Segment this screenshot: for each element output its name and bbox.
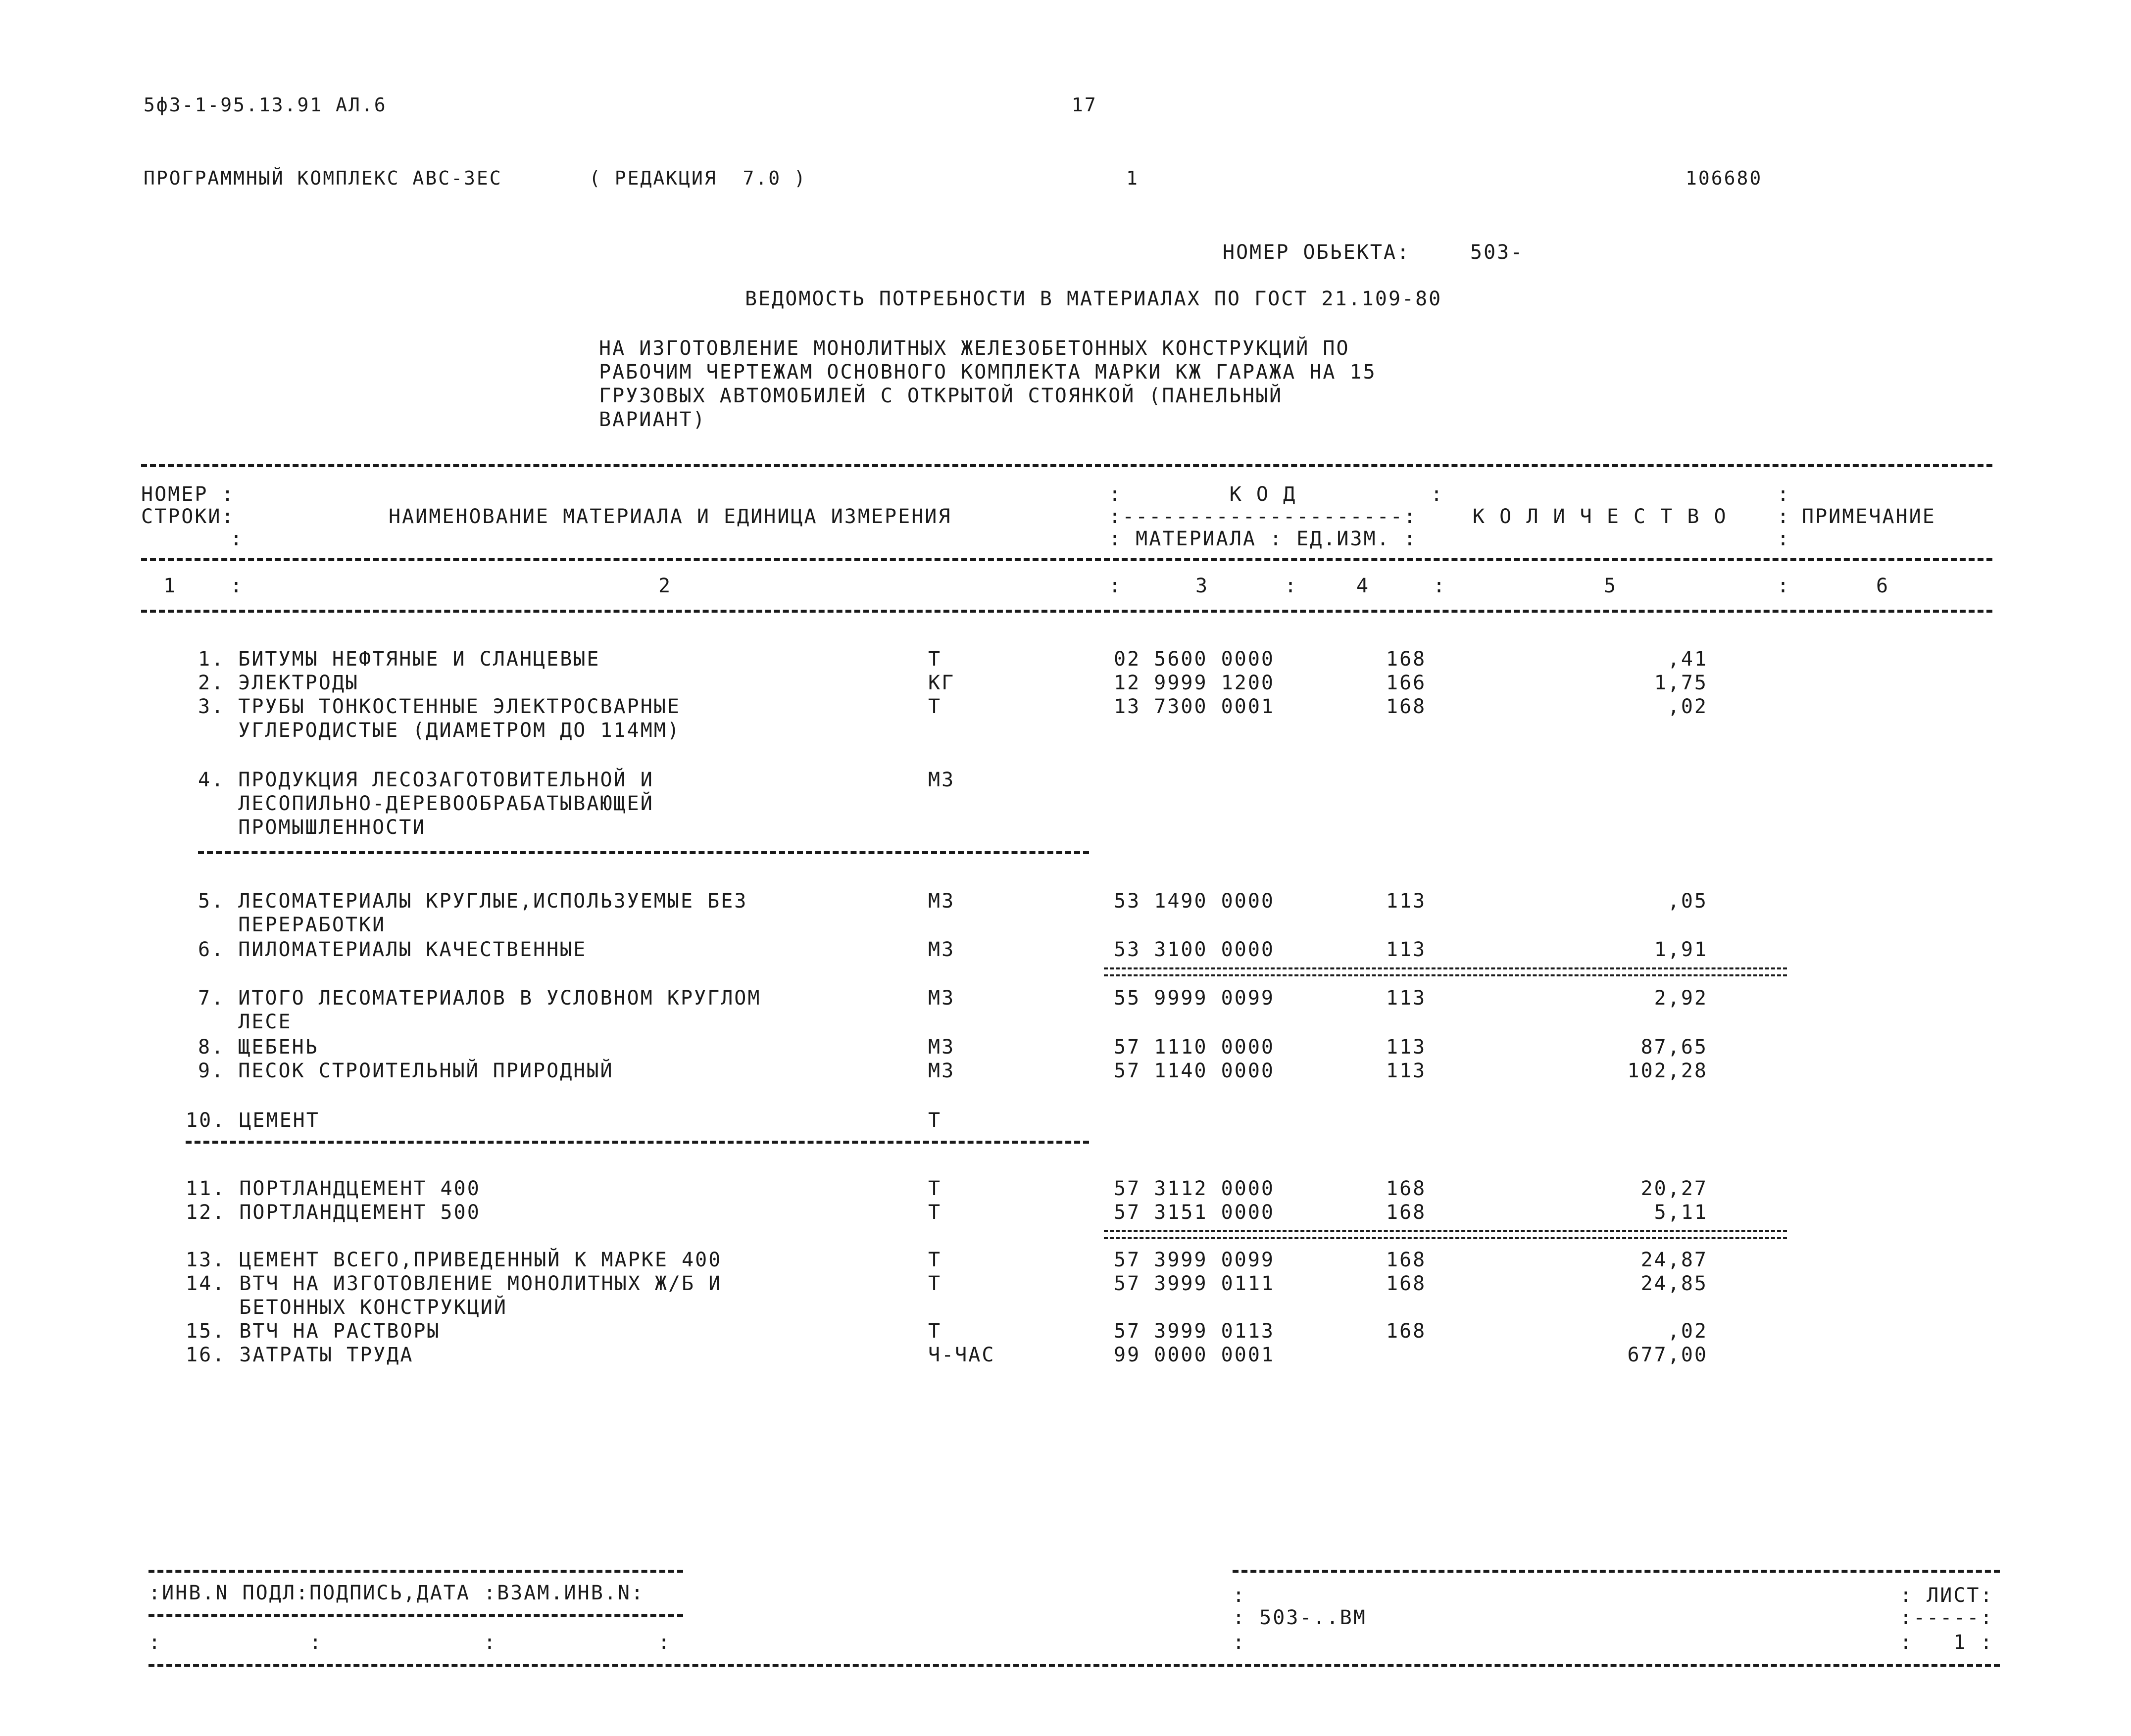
column-separator: :	[1433, 575, 1447, 597]
uom-code: 168	[1386, 1272, 1427, 1295]
uom-code: 168	[1386, 1249, 1427, 1271]
header-note-colon: :	[1777, 528, 1791, 550]
group-rule	[198, 851, 1089, 854]
page-marker: 17	[1072, 94, 1097, 116]
material-code: 99 0000 0001	[1114, 1344, 1275, 1366]
unit: М3	[928, 938, 955, 961]
material-name: 15. ВТЧ НА РАСТВОРЫ	[186, 1320, 441, 1343]
sheet-label: : ЛИСТ:	[1900, 1584, 1994, 1607]
subtotal-rule	[1104, 967, 1787, 976]
material-code: 57 3151 0000	[1114, 1201, 1275, 1224]
column-number: 6	[1876, 575, 1890, 597]
unit: Т	[928, 648, 942, 671]
header-row-no-1: НОМЕР :	[141, 483, 235, 506]
material-code: 57 1110 0000	[1114, 1036, 1275, 1059]
header-row-no-3: :	[230, 528, 244, 550]
unit: Т	[928, 695, 942, 718]
material-name: 2. ЭЛЕКТРОДЫ	[198, 672, 359, 694]
material-name-cont: ЛЕСЕ	[198, 1011, 292, 1033]
footer-colon: :	[1233, 1631, 1246, 1654]
material-code: 13 7300 0001	[1114, 695, 1275, 718]
material-code: 57 3999 0099	[1114, 1249, 1275, 1271]
material-name: 5. ЛЕСОМАТЕРИАЛЫ КРУГЛЫЕ,ИСПОЛЬЗУЕМЫЕ БЕЗ	[198, 890, 748, 913]
material-code: 53 1490 0000	[1114, 890, 1275, 913]
material-code: 57 1140 0000	[1114, 1060, 1275, 1082]
subtotal-rule	[1104, 1230, 1787, 1239]
document-code: : 503-..ВМ	[1233, 1606, 1367, 1629]
uom-code: 113	[1386, 987, 1427, 1010]
column-number: 4	[1356, 575, 1370, 597]
quantity: 5,11	[1654, 1201, 1708, 1224]
stamp-rule	[149, 1614, 683, 1617]
footer-top-rule	[1233, 1570, 2000, 1573]
footer-colon: :	[1233, 1584, 1246, 1607]
unit: М3	[928, 1036, 955, 1059]
material-code: 57 3112 0000	[1114, 1177, 1275, 1200]
material-code: 12 9999 1200	[1114, 672, 1275, 694]
column-number: 1	[163, 575, 177, 597]
material-name: 1. БИТУМЫ НЕФТЯНЫЕ И СЛАНЦЕВЫЕ	[198, 648, 600, 671]
column-number: 3	[1195, 575, 1209, 597]
material-code: 53 3100 0000	[1114, 938, 1275, 961]
material-name: 4. ПРОДУКЦИЯ ЛЕСОЗАГОТОВИТЕЛЬНОЙ И	[198, 769, 654, 791]
header-code: : К О Д :	[1109, 483, 1444, 506]
subtitle-line: ВАРИАНТ)	[599, 408, 706, 431]
column-number: 5	[1604, 575, 1618, 597]
quantity: ,41	[1667, 648, 1708, 671]
unit: М3	[928, 987, 955, 1010]
header-note-colon: :	[1777, 483, 1791, 506]
quantity: 20,27	[1640, 1177, 1708, 1200]
unit: М3	[928, 890, 955, 913]
material-name: 9. ПЕСОК СТРОИТЕЛЬНЫЙ ПРИРОДНЫЙ	[198, 1060, 614, 1082]
stamp-rule	[149, 1570, 683, 1573]
material-name: 11. ПОРТЛАНДЦЕМЕНТ 400	[186, 1177, 481, 1200]
header-code-sub: : МАТЕРИАЛА : ЕД.ИЗМ. :	[1109, 528, 1417, 550]
column-number: 2	[658, 575, 672, 597]
material-name-cont: БЕТОННЫХ КОНСТРУКЦИЙ	[186, 1296, 507, 1319]
material-name: 10. ЦЕМЕНТ	[186, 1109, 320, 1132]
object-label: НОМЕР ОБЬЕКТА:	[1223, 241, 1411, 264]
header-code-separator: :---------------------:	[1109, 505, 1417, 528]
quantity: 677,00	[1627, 1344, 1708, 1366]
header-rule	[141, 558, 1992, 561]
column-separator: :	[230, 575, 244, 597]
quantity: ,02	[1667, 695, 1708, 718]
uom-code: 166	[1386, 672, 1427, 694]
header-note-colon: :	[1777, 505, 1791, 528]
table-top-rule	[141, 464, 1992, 467]
material-code: 02 5600 0000	[1114, 648, 1275, 671]
material-name-cont: ЛЕСОПИЛЬНО-ДЕРЕВООБРАБАТЫВАЮЩЕЙ	[198, 792, 654, 815]
material-name: 16. ЗАТРАТЫ ТРУДА	[186, 1344, 414, 1366]
material-name: 3. ТРУБЫ ТОНКОСТЕННЫЕ ЭЛЕКТРОСВАРНЫЕ	[198, 695, 681, 718]
unit: Т	[928, 1320, 942, 1343]
unit: Т	[928, 1272, 942, 1295]
quantity: 24,87	[1640, 1249, 1708, 1271]
quantity: ,02	[1667, 1320, 1708, 1343]
column-separator: :	[1777, 575, 1791, 597]
uom-code: 168	[1386, 1201, 1427, 1224]
material-name: 14. ВТЧ НА ИЗГОТОВЛЕНИЕ МОНОЛИТНЫХ Ж/Б И	[186, 1272, 722, 1295]
unit: М3	[928, 1060, 955, 1082]
quantity: 87,65	[1640, 1036, 1708, 1059]
material-name-cont: ПРОМЫШЛЕННОСТИ	[198, 816, 426, 839]
unit: Т	[928, 1177, 942, 1200]
uom-code: 168	[1386, 648, 1427, 671]
material-code: 57 3999 0111	[1114, 1272, 1275, 1295]
sheet-separator: :-----:	[1900, 1606, 1994, 1629]
unit: М3	[928, 769, 955, 791]
group-rule	[186, 1141, 1089, 1144]
material-code: 55 9999 0099	[1114, 987, 1275, 1010]
document-id: 5ф3-1-95.13.91 АЛ.6	[144, 94, 387, 116]
quantity: 24,85	[1640, 1272, 1708, 1295]
stamp-cells: : : : :	[149, 1631, 672, 1654]
quantity: 102,28	[1627, 1060, 1708, 1082]
sheet-number: : 1 :	[1900, 1631, 1994, 1654]
object-value: 503-	[1470, 241, 1524, 264]
header-material-name: НАИМЕНОВАНИЕ МАТЕРИАЛА И ЕДИНИЦА ИЗМЕРЕНИЯ	[389, 505, 952, 528]
material-name: 8. ЩЕБЕНЬ	[198, 1036, 319, 1059]
material-name: 6. ПИЛОМАТЕРИАЛЫ КАЧЕСТВЕННЫЕ	[198, 938, 587, 961]
material-name-cont: УГЛЕРОДИСТЫЕ (ДИАМЕТРОМ ДО 114ММ)	[198, 719, 681, 742]
uom-code: 113	[1386, 1036, 1427, 1059]
code-number: 106680	[1685, 167, 1763, 189]
unit: КГ	[928, 672, 955, 694]
header-bottom-rule	[141, 610, 1992, 613]
uom-code: 168	[1386, 1320, 1427, 1343]
material-code: 57 3999 0113	[1114, 1320, 1275, 1343]
material-name-cont: ПЕРЕРАБОТКИ	[198, 914, 386, 936]
quantity: ,05	[1667, 890, 1708, 913]
subtitle-line: НА ИЗГОТОВЛЕНИЕ МОНОЛИТНЫХ ЖЕЛЕЗОБЕТОННЫХ КОНСТРУКЦИЙ ПО	[599, 337, 1350, 360]
quantity: 1,91	[1654, 938, 1708, 961]
program-name: ПРОГРАММНЫЙ КОМПЛЕКС АВС-3ЕС	[144, 167, 502, 189]
unit: Т	[928, 1201, 942, 1224]
uom-code: 168	[1386, 695, 1427, 718]
footer-bottom-rule	[149, 1664, 2000, 1667]
page-title: ВЕДОМОСТЬ ПОТРЕБНОСТИ В МАТЕРИАЛАХ ПО ГОСТ 21.109-80	[745, 288, 1442, 310]
unit: Т	[928, 1109, 942, 1132]
header-quantity: К О Л И Ч Е С Т В О	[1473, 505, 1728, 528]
subtitle-line: ГРУЗОВЫХ АВТОМОБИЛЕЙ С ОТКРЫТОЙ СТОЯНКОЙ (ПАНЕЛЬНЫЙ	[599, 385, 1283, 407]
unit: Т	[928, 1249, 942, 1271]
uom-code: 113	[1386, 1060, 1427, 1082]
program-edition: ( РЕДАКЦИЯ 7.0 )	[589, 167, 807, 189]
column-separator: :	[1285, 575, 1298, 597]
sheet-number-top: 1	[1126, 167, 1139, 189]
material-name: 13. ЦЕМЕНТ ВСЕГО,ПРИВЕДЕННЫЙ К МАРКЕ 400	[186, 1249, 722, 1271]
header-row-no-2: СТРОКИ:	[141, 505, 235, 528]
stamp-header: :ИНВ.N ПОДЛ:ПОДПИСЬ,ДАТА :ВЗАМ.ИНВ.N:	[149, 1582, 645, 1604]
subtitle-line: РАБОЧИМ ЧЕРТЕЖАМ ОСНОВНОГО КОМПЛЕКТА МАРКИ КЖ ГАРАЖА НА 15	[599, 361, 1377, 384]
column-separator: :	[1109, 575, 1123, 597]
quantity: 1,75	[1654, 672, 1708, 694]
uom-code: 168	[1386, 1177, 1427, 1200]
uom-code: 113	[1386, 938, 1427, 961]
header-note: ПРИМЕЧАНИЕ	[1802, 505, 1936, 528]
quantity: 2,92	[1654, 987, 1708, 1010]
uom-code: 113	[1386, 890, 1427, 913]
unit: Ч-ЧАС	[928, 1344, 995, 1366]
material-name: 7. ИТОГО ЛЕСОМАТЕРИАЛОВ В УСЛОВНОМ КРУГЛОМ	[198, 987, 761, 1010]
material-name: 12. ПОРТЛАНДЦЕМЕНТ 500	[186, 1201, 481, 1224]
